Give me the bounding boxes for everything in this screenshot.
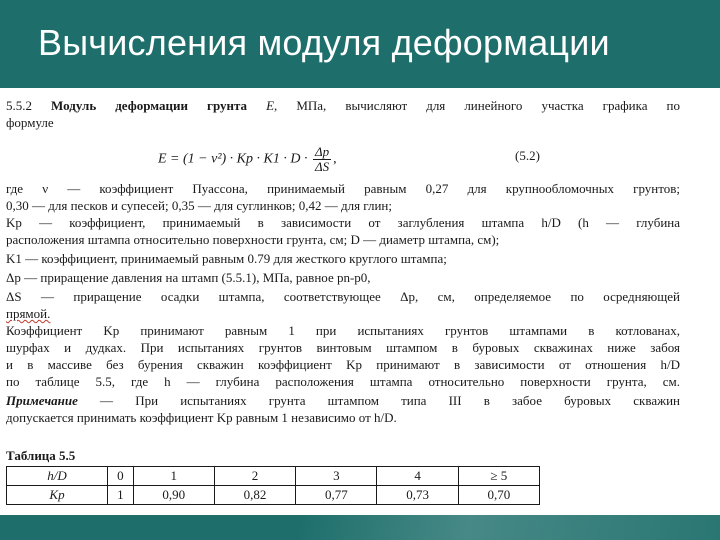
table-cell: 0,82	[214, 486, 295, 505]
table-caption: Таблица 5.5	[6, 448, 76, 463]
fraction-numerator: Δp	[314, 144, 330, 159]
formula-lhs: E = (1 − ν²) · Kp · K1 · D ·	[158, 151, 308, 167]
footer-decoration	[300, 515, 720, 540]
table-cell: Kр	[7, 486, 108, 505]
section-heading-rest: , МПа, вычисляют для линейного участка графика по	[274, 98, 681, 113]
table-cell: 1	[108, 486, 134, 505]
formula-5-2	[158, 145, 337, 174]
text-line: шурфах и дудках. При испытаниях грунтов винтовым штампом в буровых скважинах ниже забоя	[6, 340, 680, 355]
text-line: Коэффициент Kр принимают равным 1 при испытаниях грунтов штампами в котлованах,	[6, 323, 680, 338]
table-cell: 0,70	[458, 486, 539, 505]
text-line: Kр — коэффициент, принимаемый в зависимости от заглубления штампа h/D (h — глубина	[6, 215, 680, 230]
table-5-5	[6, 466, 540, 505]
paragraph-5-5-2	[6, 98, 680, 114]
table-cell: 0,73	[377, 486, 458, 505]
table-cell: h/D	[7, 467, 108, 486]
note-text: — При испытаниях грунта штампом типа III в забое буровых скважин	[100, 393, 680, 408]
equation-number: (5.2)	[515, 148, 540, 163]
note-label: Примечание	[6, 393, 78, 408]
fraction-denominator: ΔS	[314, 159, 330, 174]
text-line: 0,30 — для песков и супесей; 0,35 — для суглинков; 0,42 — для глин;	[6, 198, 392, 213]
table-cell: 0	[108, 467, 134, 486]
formula-intro: формуле	[6, 115, 54, 130]
slide-header	[0, 0, 720, 88]
table-cell: ≥ 5	[458, 467, 539, 486]
document-scan	[0, 88, 720, 515]
table-cell: 0,77	[296, 486, 377, 505]
slide-title: Вычисления модуля деформации	[38, 22, 610, 63]
section-number: 5.5.2	[6, 98, 32, 113]
text-line: K1 — коэффициент, принимаемый равным 0.79 для жесткого круглого штампа;	[6, 251, 447, 266]
text-line: расположения штампа относительно поверхности грунта, см; D — диаметр штампа, см);	[6, 232, 500, 247]
text-line: где ν — коэффициент Пуассона, принимаемый равным 0,27 для крупнообломочных грунтов;	[6, 181, 680, 196]
note-line	[6, 393, 680, 409]
text-line: Δр — приращение давления на штамп (5.5.1), МПа, равное pn-p0,	[6, 270, 371, 285]
table-cell: 2	[214, 467, 295, 486]
text-line: и в массиве без бурения скважин коэффициент Kр принимают в зависимости от отношения h/D	[6, 357, 680, 372]
table-cell: 1	[133, 467, 214, 486]
table-row	[7, 467, 540, 486]
table-cell: 4	[377, 467, 458, 486]
table-row	[7, 486, 540, 505]
symbol-e: E	[266, 98, 275, 113]
formula-fraction	[313, 145, 331, 174]
note-line-2: допускается принимать коэффициент Kр равным 1 независимо от h/D.	[6, 410, 397, 425]
text-line: прямой.	[6, 306, 51, 321]
formula-tail: ,	[333, 151, 337, 167]
section-heading: Модуль деформации грунта	[51, 98, 248, 113]
text-line: ΔS — приращение осадки штампа, соответствующее Δр, см, определяемое по осредняющей	[6, 289, 680, 304]
table-cell: 0,90	[133, 486, 214, 505]
text-line: по таблице 5.5, где h — глубина расположения штампа относительно поверхности грунта, см.	[6, 374, 680, 389]
table-cell: 3	[296, 467, 377, 486]
